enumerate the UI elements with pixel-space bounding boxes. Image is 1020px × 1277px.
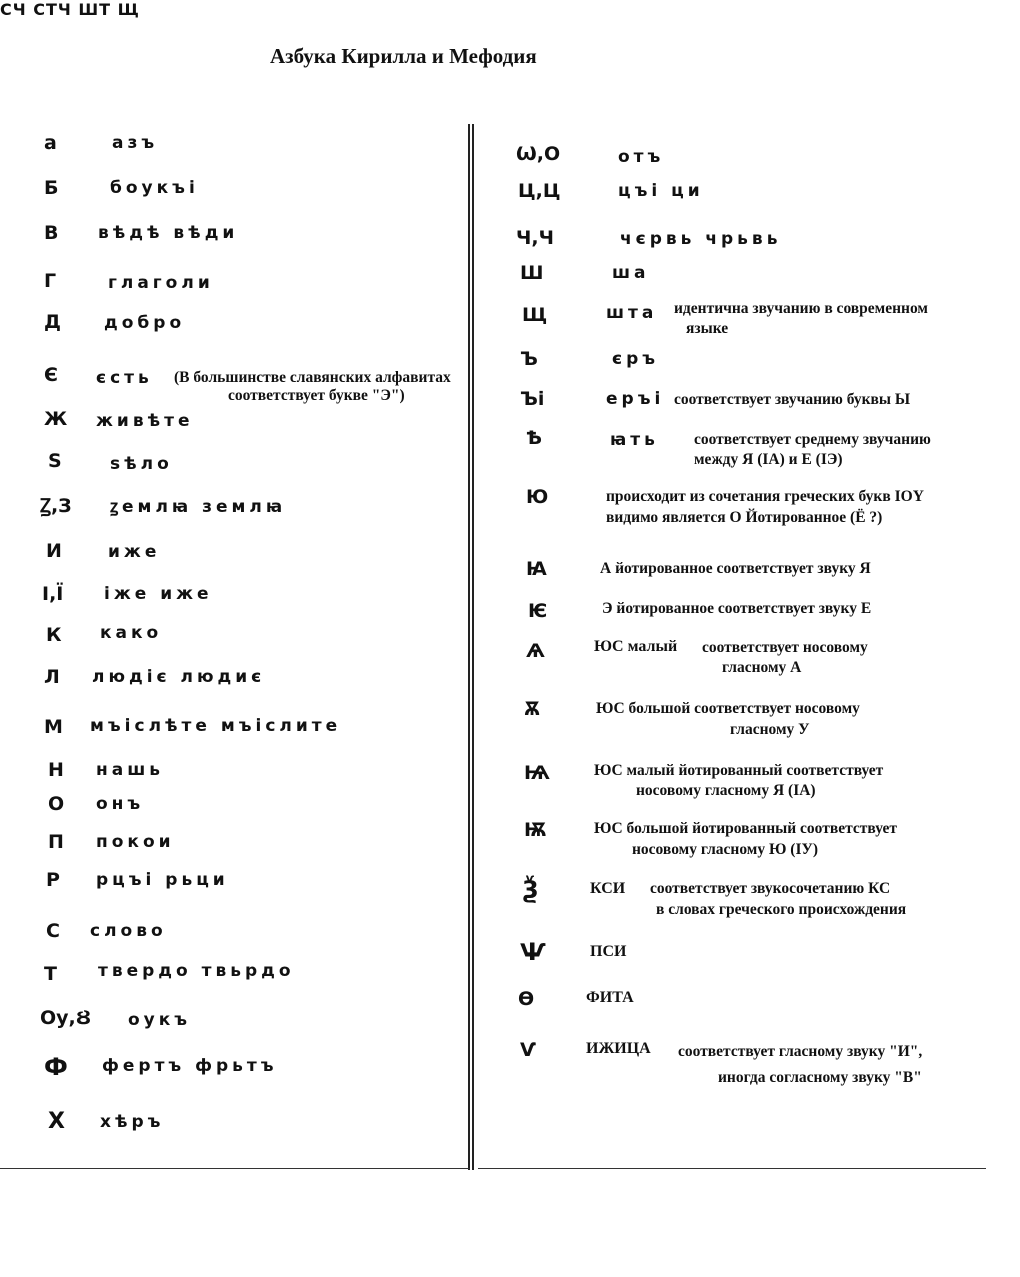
letter-note: носовому гласному Я (ІА): [636, 782, 816, 799]
letter-name: шта: [606, 303, 658, 323]
letter-glyph: С: [46, 920, 60, 942]
letter-note: в словах греческого происхождения: [656, 901, 907, 918]
letter-note: ЮС большой соответствует носовому: [596, 700, 860, 717]
letter-combination: СЧ СТЧ ШТ Щ: [0, 0, 140, 19]
letter-glyph: Ѳ: [518, 988, 535, 1010]
letter-note: гласному А: [722, 659, 802, 676]
letter-name: мъіслѣте мъіслите: [90, 716, 342, 736]
letter-glyph: Оу,Ȣ: [40, 1007, 92, 1029]
letter-glyph: Ѫ: [524, 698, 541, 720]
letter-name: твердо твьрдо: [98, 961, 295, 981]
letter-glyph: Ф: [44, 1053, 68, 1081]
letter-glyph: Ѱ: [520, 938, 546, 966]
letter-name: ꙁемлꙗ землꙗ: [110, 497, 287, 517]
letter-name: слово: [90, 921, 167, 941]
letter-glyph: Ѕ: [48, 450, 62, 472]
letter-glyph: Ѵ: [520, 1039, 537, 1061]
letter-glyph: П: [48, 831, 64, 853]
letter-name: ꙗть: [610, 430, 659, 450]
letter-name: ПСИ: [590, 943, 627, 960]
letter-name: ИЖИЦА: [586, 1040, 651, 1057]
letter-name: како: [100, 623, 163, 643]
letter-note: соответствует звукосочетанию КС: [650, 880, 891, 897]
letter-name: азъ: [112, 133, 159, 153]
letter-glyph: Ѣ: [526, 427, 542, 449]
letter-glyph: М: [44, 716, 63, 738]
letter-glyph: Щ: [522, 304, 548, 326]
letter-note: соответствует звучанию буквы Ы: [674, 391, 911, 408]
letter-glyph: Ꙁ,З: [40, 495, 72, 517]
letter-name: цъі ци: [618, 181, 704, 201]
letter-glyph: Ѩ: [524, 762, 550, 784]
letter-name: ша: [612, 263, 650, 283]
letter-note: идентична звучанию в современном: [674, 300, 928, 317]
letter-name: КСИ: [590, 880, 626, 897]
letter-note: соответствует букве "Э"): [228, 387, 405, 404]
letter-name: фертъ фрьтъ: [102, 1056, 278, 1076]
letter-glyph: І,Ї: [42, 583, 64, 605]
letter-name: живѣте: [96, 411, 194, 431]
letter-glyph: К: [46, 624, 62, 646]
letter-glyph: Ш: [520, 262, 544, 284]
letter-note: соответствует среднему звучанию: [694, 431, 931, 448]
letter-name: людіє людиє: [92, 667, 266, 687]
letter-glyph: Ѭ: [524, 819, 548, 841]
bottom-rule-left: [0, 1168, 470, 1169]
letter-name: чєрвь чрьвь: [620, 229, 782, 249]
letter-note: между Я (ІА) и Е (ІЭ): [694, 451, 843, 468]
letter-note: языке: [686, 320, 729, 337]
letter-glyph: Ч,Ч: [516, 227, 554, 249]
letter-name: онъ: [96, 794, 145, 814]
letter-name: добро: [104, 313, 186, 333]
letter-name: вѣдѣ вѣди: [98, 223, 239, 243]
letter-glyph: Х: [48, 1109, 65, 1134]
letter-glyph: Г: [44, 270, 57, 292]
letter-glyph: О: [48, 793, 65, 815]
letter-glyph: а: [44, 132, 57, 154]
letter-note: носовому гласному Ю (ІУ): [632, 841, 819, 858]
letter-name: ѕѣло: [110, 454, 173, 474]
letter-name: оукъ: [128, 1010, 192, 1030]
letter-glyph: Є: [44, 364, 58, 386]
letter-note: видимо является О Йотированное (Ё ?): [606, 509, 883, 526]
letter-glyph: Ц,Ц: [518, 180, 561, 202]
letter-note: Э йотированное соответствует звуку Е: [602, 600, 872, 617]
letter-glyph: Б: [44, 177, 59, 199]
letter-note: ЮС малый йотированный соответствует: [594, 762, 884, 779]
letter-name: покои: [96, 832, 175, 852]
letter-note: гласному У: [730, 721, 810, 738]
letter-glyph: Н: [48, 759, 64, 781]
letter-glyph: Ꙗ: [526, 558, 547, 580]
letter-glyph: Т: [44, 963, 57, 985]
letter-name: ФИТА: [586, 989, 634, 1006]
letter-glyph: Ѯ: [522, 876, 539, 904]
column-divider: [468, 124, 474, 1170]
letter-glyph: Р: [46, 869, 60, 891]
letter-glyph: Ѧ: [526, 640, 545, 662]
letter-name: єсть: [96, 368, 153, 388]
letter-note: соответствует гласному звуку "И",: [678, 1043, 923, 1060]
letter-glyph: Ю: [526, 486, 549, 508]
letter-name: рцъі рьци: [96, 870, 229, 890]
letter-name: іже иже: [104, 584, 213, 604]
letter-name: єръ: [612, 349, 660, 369]
letter-note: А йотированное соответствует звуку Я: [600, 560, 871, 577]
letter-name: хѣръ: [100, 1112, 165, 1132]
letter-name: иже: [108, 542, 161, 562]
letter-note: соответствует носовому: [702, 639, 868, 656]
letter-name: нашь: [96, 760, 165, 780]
letter-glyph: Д: [44, 311, 61, 333]
page-title: Азбука Кирилла и Мефодия: [270, 44, 537, 68]
letter-note: происходит из сочетания греческих букв ІОΥ: [606, 488, 924, 505]
letter-glyph: Ѥ: [528, 600, 548, 622]
bottom-rule-right: [478, 1168, 986, 1169]
letter-name: боукъі: [110, 178, 199, 198]
letter-name: ЮС малый: [594, 638, 678, 655]
letter-glyph: Ж: [44, 408, 68, 430]
letter-glyph: В: [44, 222, 59, 244]
letter-note: иногда согласному звуку "В": [718, 1069, 922, 1086]
letter-glyph: Ъі: [520, 388, 545, 410]
letter-name: отъ: [618, 147, 665, 167]
letter-note: ЮС большой йотированный соответствует: [594, 820, 897, 837]
letter-name: еръі: [606, 389, 665, 409]
letter-glyph: Ъ: [520, 348, 538, 370]
letter-glyph: Ѡ,О: [516, 143, 561, 165]
letter-glyph: И: [46, 540, 62, 562]
letter-name: глаголи: [108, 273, 214, 293]
letter-glyph: Л: [44, 666, 60, 688]
letter-note: (В большинстве славянских алфавитах: [174, 369, 451, 386]
